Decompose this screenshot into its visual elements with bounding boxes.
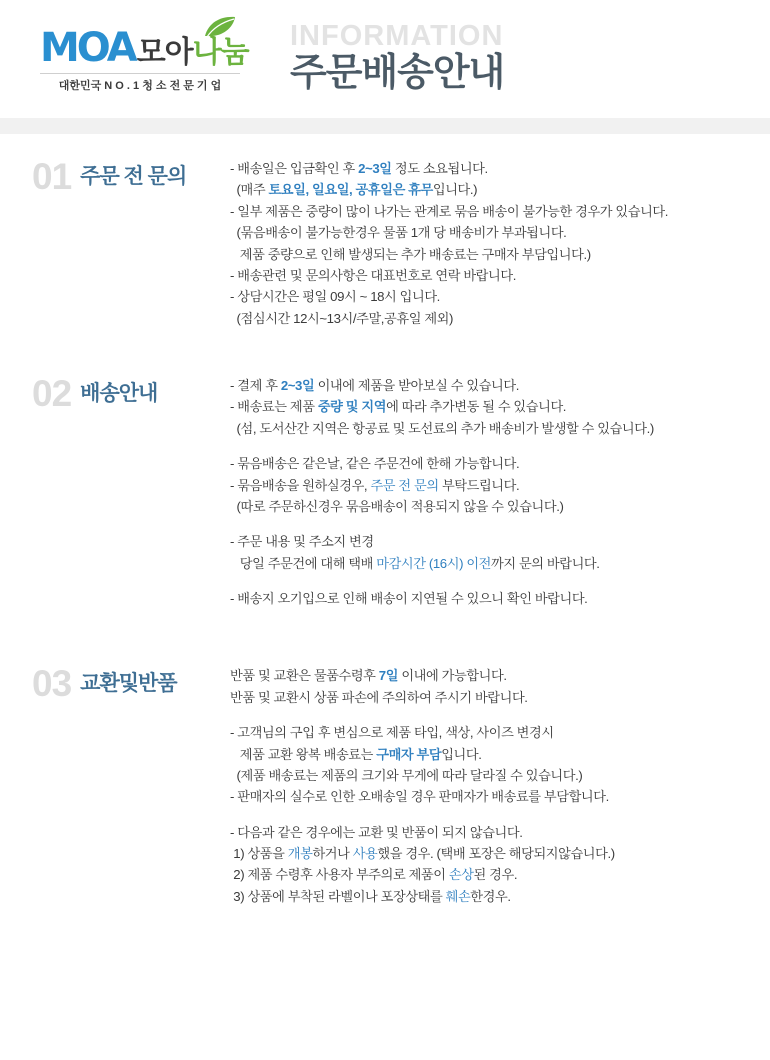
section-02-line-4: - 묶음배송은 같은날, 같은 주문건에 한해 가능합니다.: [230, 456, 520, 472]
section-02-line-3: (섬, 도서산간 지역은 항공료 및 도선료의 추가 배송비가 발생할 수 있습니다.): [230, 420, 654, 436]
section-01-line-5: 제품 중량으로 인해 발생되는 추가 배송료는 구매자 부담입니다.): [230, 246, 591, 262]
section-01-line-8: (점심시간 12시~13시/주말,공휴일 제외): [230, 310, 454, 326]
section-02-line-7: - 주문 내용 및 주소지 변경: [230, 534, 374, 550]
section-01-heading: [0, 158, 230, 195]
section-03-line-1: 반품 및 교환은 물품수령후 7일 이내에 가능합니다.: [230, 668, 507, 684]
section-02-spacer-1: [230, 439, 746, 453]
section-03-line-2: 반품 및 교환시 상품 파손에 주의하여 주시기 바랍니다.: [230, 689, 528, 705]
section-03-line-8: 1) 상품을 개봉하거나 사용했을 경우. (택배 포장은 해당되지않습니다.): [230, 846, 615, 861]
section-03-line-6: - 판매자의 실수로 인한 오배송일 경우 판매자가 배송료를 부담합니다.: [230, 789, 609, 805]
section-01-line-3: - 일부 제품은 중량이 많이 나가는 관계로 묶음 배송이 불가능한 경우가 있습니다.: [230, 203, 669, 219]
section-03-spacer-1: [230, 708, 746, 722]
section-02-line-2: - 배송료는 제품 중량 및 지역에 따라 추가변동 될 수 있습니다.: [230, 399, 567, 415]
section-03-line-3: - 고객님의 구입 후 변심으로 제품 타입, 색상, 사이즈 변경시: [230, 725, 554, 741]
section-01-number: 01: [32, 156, 72, 197]
section-02-spacer-3: [230, 574, 746, 588]
section-01-title: 주문 전 문의: [80, 165, 187, 188]
section-02-body: [230, 375, 770, 609]
section-02-title: 배송안내: [80, 382, 158, 405]
page-header: [0, 0, 770, 118]
section-01-line-6: - 배송관련 및 문의사항은 대표번호로 연락 바랍니다.: [230, 267, 516, 283]
section-exchange-return: [0, 665, 770, 907]
section-01-line-4: (묶음배송이 불가능한경우 물품 1개 당 배송비가 부과됩니다.: [230, 225, 567, 241]
section-01-line-7: - 상담시간은 평일 09시 ~ 18시 입니다.: [230, 289, 440, 305]
section-02-line-9: - 배송지 오기입으로 인해 배송이 지연될 수 있으니 확인 바랍니다.: [230, 591, 588, 606]
logo-tagline: 대한민국 N O . 1 청 소 전 문 기 업: [40, 73, 240, 93]
section-02-line-6: (따로 주문하신경우 묶음배송이 적용되지 않을 수 있습니다.): [230, 498, 564, 514]
page-title-english: INFORMATION: [290, 20, 504, 52]
section-02-line-5: - 묶음배송을 원하실경우, 주문 전 문의 부탁드립니다.: [230, 477, 520, 493]
section-03-line-9: 2) 제품 수령후 사용자 부주의로 제품이 손상된 경우.: [230, 867, 518, 883]
section-01-line-1: - 배송일은 입금확인 후 2~3일 정도 소요됩니다.: [230, 161, 488, 176]
section-delivery-info: [0, 375, 770, 609]
section-01-body: [230, 158, 770, 329]
content-area: [0, 134, 770, 907]
section-02-spacer-2: [230, 517, 746, 531]
brand-logo: [40, 25, 270, 93]
section-02-line-8: 당일 주문건에 대해 택배 마감시간 (16시) 이전까지 문의 바랍니다.: [230, 555, 600, 571]
logo-wordmark: [40, 25, 270, 71]
section-order-inquiry: [0, 158, 770, 329]
section-03-body: [230, 665, 770, 907]
section-03-number: 03: [32, 663, 72, 705]
section-02-heading: [0, 375, 230, 412]
leaf-icon: [203, 16, 237, 38]
section-03-heading: [0, 663, 230, 705]
section-02-line-1: - 결제 후 2~3일 이내에 제품을 받아보실 수 있습니다.: [230, 378, 519, 393]
page-title-block: [290, 22, 504, 95]
section-03-line-10: 3) 상품에 부착된 라벨이나 포장상태를 훼손한경우.: [230, 888, 511, 904]
section-01-line-2: (매주 토요일, 일요일, 공휴일은 휴무입니다.): [230, 182, 478, 198]
section-03-line-7: - 다음과 같은 경우에는 교환 및 반품이 되지 않습니다.: [230, 824, 523, 840]
page-title-korean: 주문배송안내: [290, 52, 505, 94]
section-02-number: 02: [32, 373, 72, 414]
section-03-line-5: (제품 배송료는 제품의 크기와 무게에 따라 달라질 수 있습니다.): [230, 767, 583, 783]
section-03-line-4: 제품 교환 왕복 배송료는 구매자 부담입니다.: [230, 746, 482, 762]
section-03-spacer-2: [230, 808, 746, 822]
logo-text-korean: 모아나눔: [136, 36, 249, 69]
logo-text-moa: MOA: [40, 25, 135, 71]
section-03-title: 교환및반품: [80, 672, 177, 696]
header-divider: [0, 118, 770, 134]
